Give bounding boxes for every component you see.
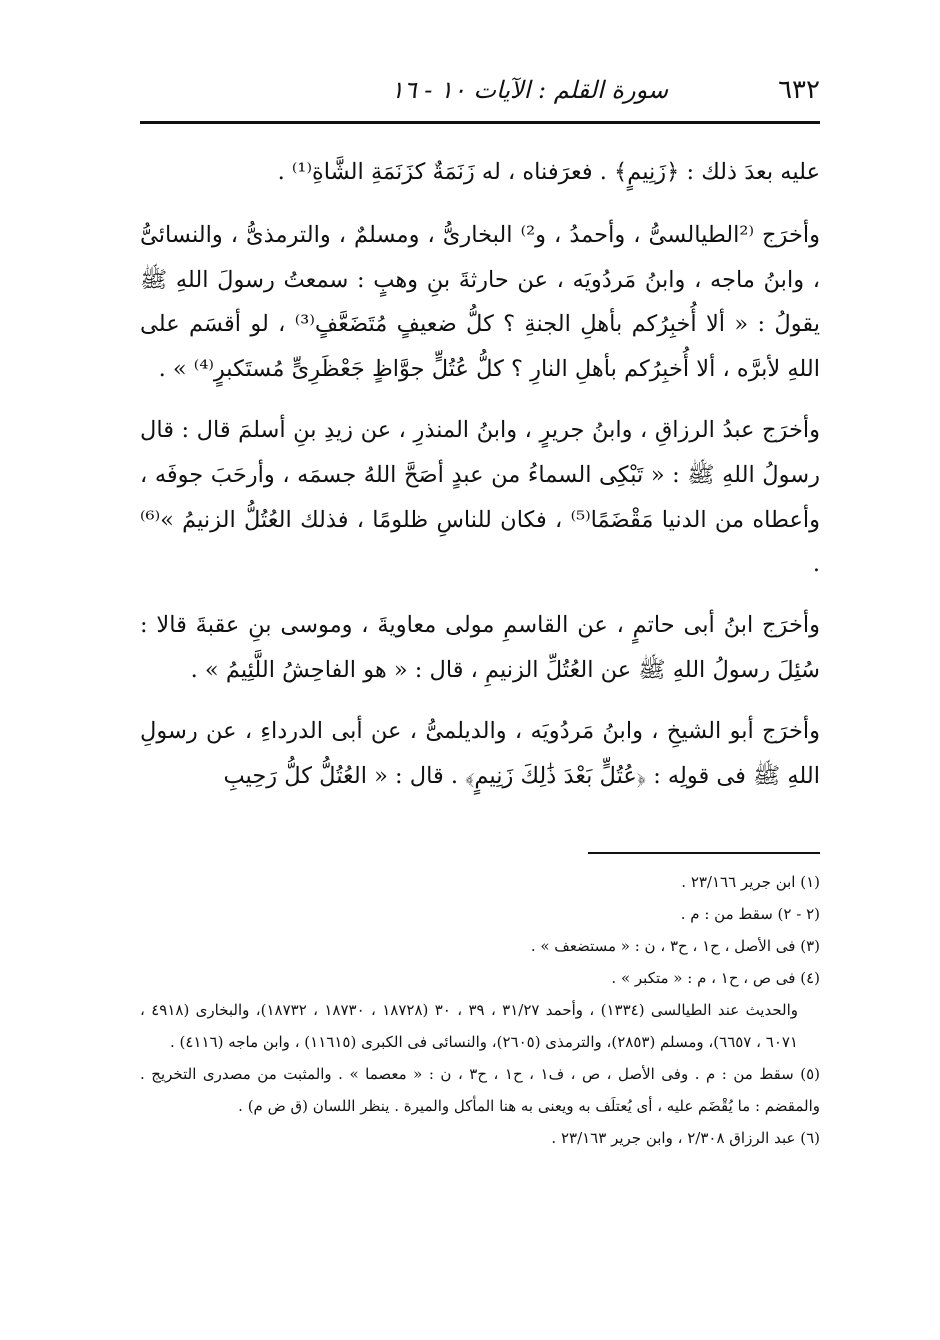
page-number: ٦٣٢: [778, 75, 820, 105]
paragraph: وأخرَج عبدُ الرزاقِ ، وابنُ جريرٍ ، وابنُ المنذرِ ، عن زيدِ بنِ أسلمَ قال : قال رسولُ اللهِ ﷺ : « تَبْكِى السماءُ من عبدٍ أصَحَّ اللهُ جسمَه ، وأرحَبَ جوفَه ، وأعطاه من الدنيا مَقْضَمًا⁽⁵⁾ ، فكان للناسِ ظلومًا ، فذلك العُتُلُّ الزنيمُ »⁽⁶⁾ .: [140, 416, 820, 578]
paragraph: وأخرَج ابنُ أبى حاتمٍ ، عن القاسمِ مولى معاويةَ ، وموسى بنِ عقبةَ قالا : سُئِلَ رسولُ اللهِ ﷺ عن العُتُلِّ الزنيمِ ، قال : « هو الفاحِشُ اللَّئِيمُ » .: [140, 612, 820, 683]
footnote: (١) ابن جرير ٢٣/١٦٦ .: [681, 873, 820, 891]
paragraph: وأخرَج ⁽²الطيالسىُّ ، وأحمدُ ، و²⁾ البخارىُّ ، ومسلمٌ ، والترمذىُّ ، والنسائىُّ ، وابنُ ماجه ، وابنُ مَردُويَه ، عن حارثةَ بنِ وهبٍ : سمعتُ رسولَ اللهِ ﷺ يقولُ : « ألا أُخبِرُكم بأهلِ الجنةِ ؟ كلُّ ضعيفٍ مُتَضَعَّفٍ⁽³⁾ ، لو أقسَم على اللهِ لأبرَّه ، ألا أُخبِرُكم بأهلِ النارِ ؟ كلُّ عُتُلٍّ جوَّاظٍ جَعْظَرِىٍّ مُستَكبرٍ⁽⁴⁾ » .: [140, 221, 820, 383]
footnote: (٤) فى ص ، ح١ ، م : « متكبر » .: [611, 969, 820, 987]
header-rule: [140, 121, 820, 124]
main-text: [140, 150, 820, 814]
page-header: [140, 70, 820, 110]
footnote: (٣) فى الأصل ، ح١ ، ح٣ ، ن : « مستضعف » .: [530, 937, 820, 955]
footnote: (٥) سقط من : م . وفى الأصل ، ص ، ف١ ، ح١ ، ح٣ ، ن : « معصما » . والمثبت من مصدرى التخريج . والمقضم : ما يُقْضَم عليه ، أى يُعتلَف به ويعنى به هنا المأكل والميرة . ينظر اللسان (ق ض م) .: [140, 1065, 821, 1115]
paragraph: وأخرَج أبو الشيخِ ، وابنُ مَردُويَه ، والديلمىُّ ، عن أبى الدرداءِ ، عن رسولِ اللهِ ﷺ فى قولِه : ﴿عُتُلٍّ بَعْدَ ذَٰلِكَ زَنِيمٍ﴾ . قال : « العُتُلُّ كلُّ رَحِيبِ: [140, 717, 820, 789]
footnote-continuation: والحديث عند الطيالسى (١٣٣٤) ، وأحمد ٣١/٢٧ ، ٣٩ ، ٣٠ (١٨٧٢٨ ، ١٨٧٣٠ ، ١٨٧٣٢)، والبخارى (٤٩١٨ ، ٦٠٧١ ، ٦٦٥٧)، ومسلم (٢٨٥٣)، والترمذى (٢٦٠٥)، والنسائى فى الكبرى (١١٦١٥) ، وابن ماجه (٤١١٦) .: [140, 1001, 799, 1051]
footnote: (٢ - ٢) سقط من : م .: [680, 905, 820, 923]
paragraph: عليه بعدَ ذلك : ﴿زَنِيمٍ﴾ . فعرَفناه ، له زَنَمَةٌ كزَنَمَةِ الشَّاةِ⁽¹⁾ .: [277, 159, 820, 185]
running-head: سورة القلم : الآيات ١٠ - ١٦: [390, 76, 669, 104]
footnote-separator: [588, 852, 820, 854]
footnotes: [140, 866, 820, 1154]
footnote: (٦) عبد الرزاق ٢/٣٠٨ ، وابن جرير ٢٣/١٦٣ .: [551, 1129, 820, 1147]
